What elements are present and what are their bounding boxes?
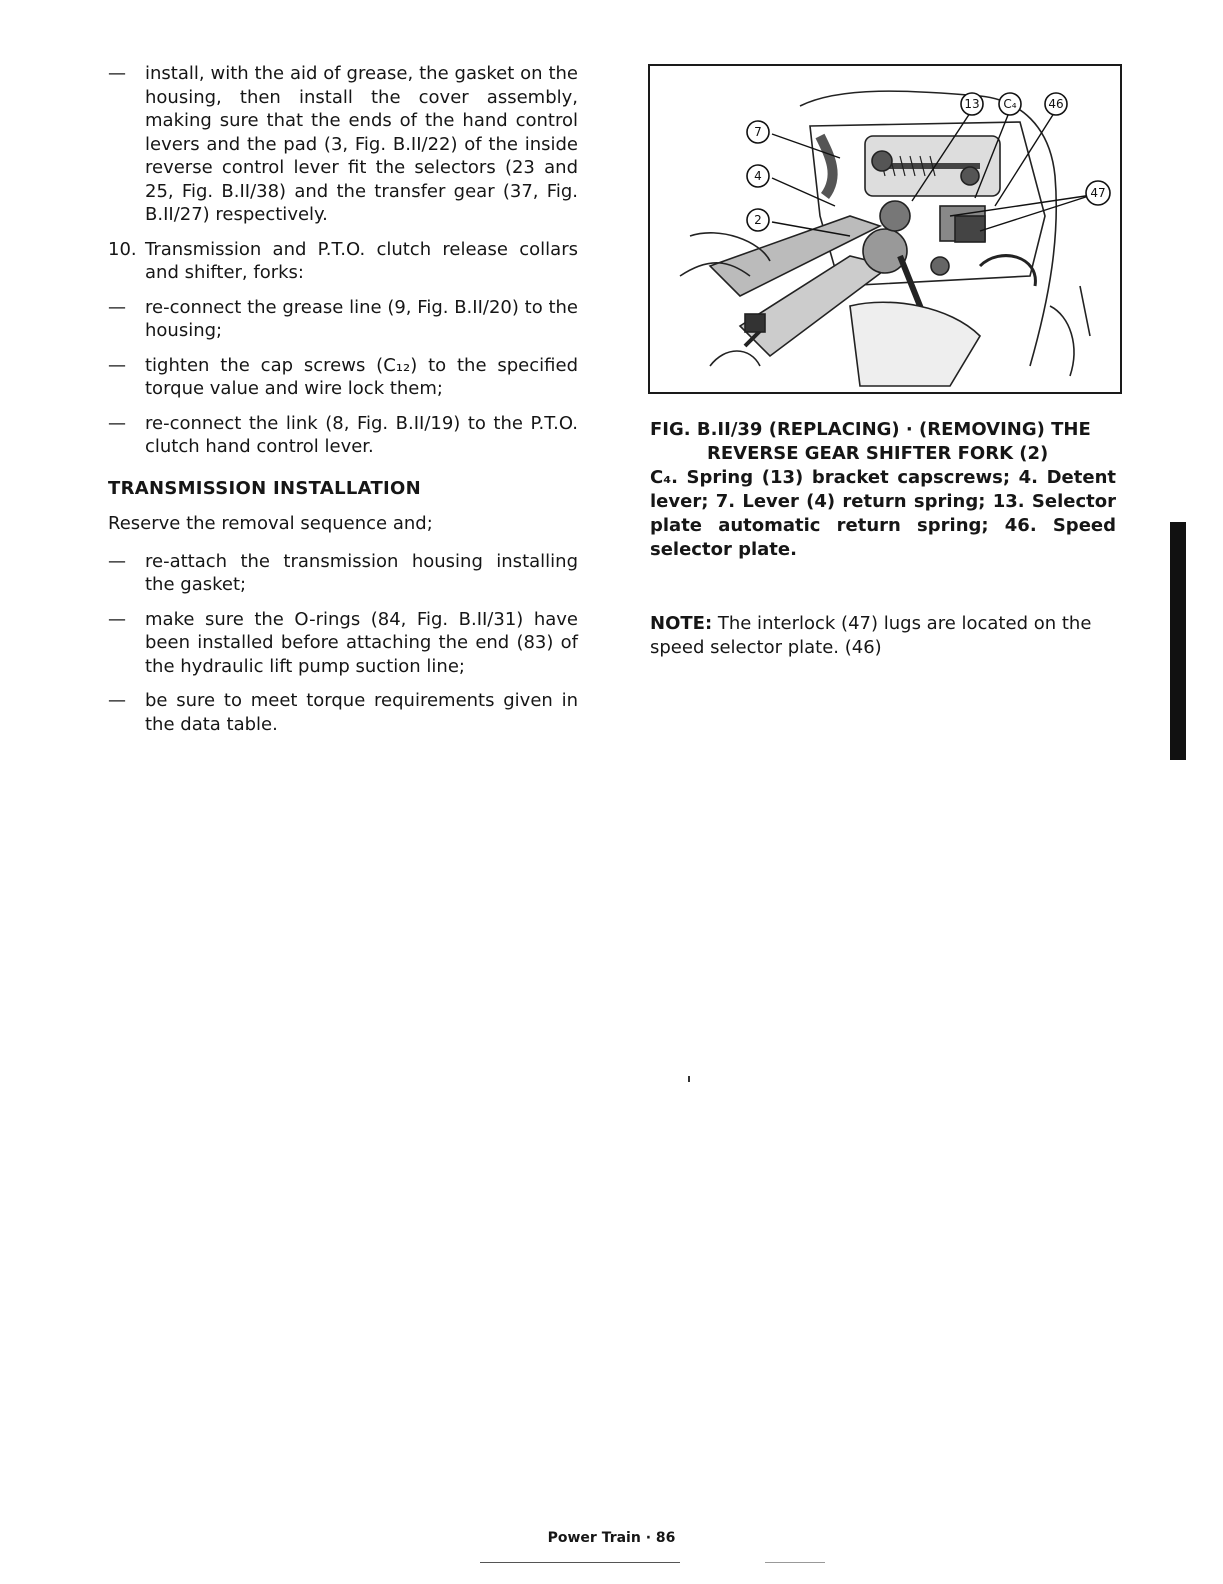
figure-caption	[650, 418, 1116, 562]
caption-title-line-1: FIG. B.II/39 (REPLACING) · (REMOVING) THE	[650, 419, 1091, 440]
list-marker: —	[108, 690, 126, 711]
intro-paragraph: Reserve the removal sequence and;	[108, 513, 433, 534]
left-column	[108, 62, 578, 747]
footer-rule-short	[765, 1562, 825, 1563]
list-item-text: install, with the aid of grease, the gasket on the housing, then install the cover assembly, making sure that the ends of the hand control levers and the pad (3, Fig. B.II/22) of the inside reverse control lever fit the selectors (23 and 25, Fig. B.II/38) and the transfer gear (37, Fig. B.II/27) respectively.	[145, 63, 578, 225]
list-item	[108, 62, 578, 227]
list-marker: —	[108, 296, 126, 318]
list-item	[108, 296, 578, 343]
list-item-text: re-connect the grease line (9, Fig. B.II/20) to the housing;	[145, 296, 578, 341]
callout-label: 7	[754, 125, 762, 139]
instruction-list-1	[108, 62, 578, 459]
caption-title	[650, 418, 1116, 466]
section-edge-tab	[1170, 522, 1186, 760]
callout-label: C₄	[1003, 97, 1017, 111]
list-item-text: be sure to meet torque requirements given in the data table.	[145, 690, 578, 735]
scan-speck	[688, 1076, 690, 1082]
list-item-text: make sure the O-rings (84, Fig. B.II/31) have been installed before attaching the end (83) of the hydraulic lift pump suction line;	[145, 608, 578, 677]
figure-photo	[648, 64, 1122, 394]
callout-label: 47	[1090, 186, 1106, 200]
list-marker: 10.	[108, 238, 137, 260]
callout-label: 13	[964, 97, 980, 111]
list-marker: —	[108, 354, 126, 376]
list-item	[108, 412, 578, 459]
transmission-illustration	[650, 66, 1120, 392]
note-label: NOTE:	[650, 613, 713, 634]
list-item	[108, 689, 578, 736]
list-item-text: re-attach the transmission housing installing the gasket;	[145, 550, 578, 595]
instruction-list-2	[108, 550, 578, 737]
footer-rule	[480, 1562, 680, 1563]
list-item	[108, 238, 578, 285]
list-item	[108, 608, 578, 679]
list-item-text: Transmission and P.T.O. clutch release collars and shifter, forks:	[145, 238, 578, 283]
page-footer: Power Train · 86	[547, 1530, 676, 1546]
list-marker: —	[108, 608, 126, 630]
section-heading: TRANSMISSION INSTALLATION	[108, 477, 422, 499]
note-paragraph	[650, 612, 1116, 660]
callout-label: 2	[754, 213, 762, 227]
caption-legend: C₄. Spring (13) bracket capscrews; 4. Detent lever; 7. Lever (4) return spring; 13. Selector plate automatic return spring; 46. Speed selector plate.	[650, 467, 1116, 560]
list-item	[108, 550, 578, 597]
list-item-text: tighten the cap screws (C₁₂) to the specified torque value and wire lock them;	[145, 354, 578, 399]
list-marker: —	[108, 63, 126, 84]
caption-title-line-2: REVERSE GEAR SHIFTER FORK (2)	[707, 443, 1049, 464]
list-item-text: re-connect the link (8, Fig. B.II/19) to the P.T.O. clutch hand control lever.	[145, 412, 578, 457]
list-marker: —	[108, 550, 126, 572]
callout-label: 4	[754, 169, 762, 183]
list-marker: —	[108, 412, 126, 434]
callout-label: 46	[1048, 97, 1064, 111]
list-item	[108, 354, 578, 401]
note-text: The interlock (47) lugs are located on the speed selector plate. (46)	[650, 613, 1092, 658]
